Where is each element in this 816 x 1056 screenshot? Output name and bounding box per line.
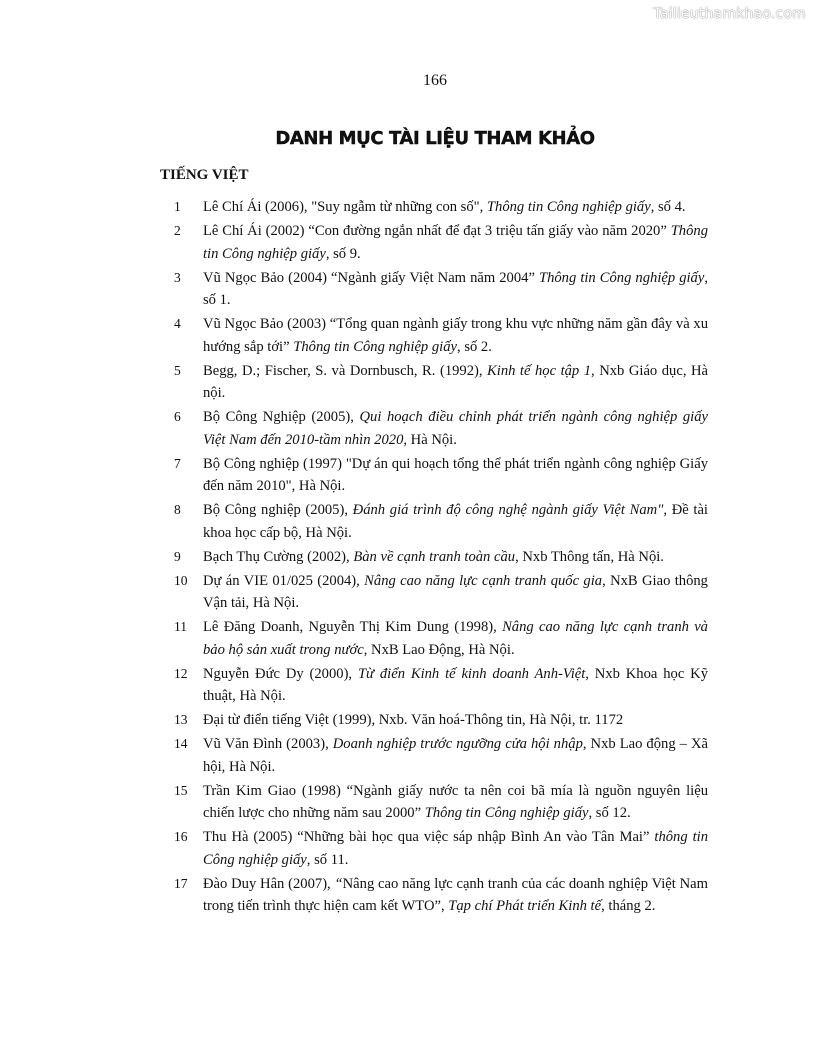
- reference-number: 13: [174, 712, 188, 727]
- reference-item: [160, 663, 708, 708]
- reference-italic-part: Tạp chí Phát triển Kinh tế: [448, 898, 602, 914]
- reference-item: [160, 406, 708, 451]
- reference-item: [160, 733, 708, 778]
- reference-part: , tháng 2.: [601, 898, 656, 914]
- watermark: Tailieuthamkhao.com: [653, 6, 806, 22]
- reference-part: , số 1.: [203, 269, 708, 308]
- reference-item: [160, 826, 708, 871]
- reference-italic-part: Bàn về cạnh tranh toàn cầu: [353, 548, 516, 565]
- reference-italic-part: Nâng cao năng lực cạnh tranh và bảo hộ sản xuất trong nước: [203, 619, 708, 658]
- reference-italic-part: Đánh giá trình độ công nghệ ngành giấy Việt Nam": [352, 502, 664, 518]
- reference-number: 10: [174, 572, 188, 588]
- reference-part: Nxb Khoa học Kỹ thuật, Hà Nội.: [203, 665, 708, 704]
- reference-part: Trần Kim Giao (1998) “Ngành giấy nước ta nên coi bã mía là nguồn nguyên liệu chiến lược cho những năm sau 2000”: [203, 782, 708, 821]
- reference-text: [203, 499, 708, 544]
- reference-italic-part: Kinh tế học tập 1: [487, 362, 592, 379]
- reference-italic-part: Thông tin Công nghiệp giấy: [424, 805, 589, 821]
- reference-item: [160, 570, 708, 615]
- reference-item: [160, 873, 708, 918]
- reference-item: [160, 709, 708, 732]
- reference-number: 16: [174, 829, 188, 844]
- reference-part: Lê Chí Ái (2002) “Con đường ngắn nhất để đạt 3 triệu tấn giấy vào năm 2020”: [203, 223, 671, 239]
- section-heading: TIẾNG VIỆT: [160, 167, 249, 183]
- reference-number: 8: [174, 502, 181, 517]
- reference-number: 14: [174, 736, 188, 751]
- reference-text: [203, 709, 708, 732]
- reference-number: 12: [174, 665, 188, 681]
- reference-italic-part: Thông tin Công nghiệp giấy: [203, 223, 708, 262]
- reference-part: , NxB Giao thông Vận tải, Hà Nội.: [203, 572, 708, 611]
- reference-text: [203, 267, 708, 312]
- reference-part: Vũ Văn Đình (2003),: [203, 736, 333, 752]
- reference-item: [160, 546, 708, 569]
- reference-item: [160, 196, 708, 219]
- reference-part: Bộ Công Nghiệp (2005),: [203, 409, 360, 425]
- reference-part: , NxB Lao Động, Hà Nội.: [363, 641, 515, 658]
- reference-part: Bạch Thụ Cường (2002),: [203, 548, 354, 565]
- reference-italic-part: Nâng cao năng lực cạnh tranh quốc gia: [364, 572, 603, 589]
- reference-part: , Nxb Lao động – Xã hội, Hà Nội.: [203, 736, 708, 775]
- reference-number: 2: [174, 223, 181, 238]
- reference-text: [203, 196, 708, 219]
- reference-text: [203, 733, 708, 778]
- reference-text: [203, 570, 708, 615]
- reference-italic-part: thông tin Công nghiệp giấy: [203, 829, 708, 868]
- reference-text: [203, 826, 708, 871]
- reference-number: 5: [174, 362, 181, 378]
- reference-part: Vũ Ngọc Bảo (2003) “Tổng quan ngành giấy trong khu vực những năm gần đây và xu hướng sắp tới”: [203, 316, 708, 355]
- reference-part: Nâng cao năng lực cạnh tranh của các doanh nghiệp Việt Nam trong tiến trình thực hiện cam kết WTO”,: [203, 875, 708, 914]
- reference-text: [203, 220, 708, 265]
- reference-part: Begg, D.; Fischer, S. và Dornbusch, R. (1992),: [203, 362, 488, 379]
- reference-text: [203, 873, 708, 918]
- reference-number: 6: [174, 409, 181, 424]
- reference-part: Dự án VIE 01/025 (2004),: [203, 572, 365, 589]
- reference-number: 3: [174, 269, 181, 285]
- reference-part: Lê Đăng Doanh, Nguyễn Thị Kim Dung (1998),: [203, 619, 503, 635]
- reference-part: Thu Hà (2005) “Những bài học qua việc sáp nhập Bình An vào Tân Mai”: [203, 829, 655, 845]
- reference-italic-part: “: [334, 875, 343, 892]
- reference-italic-part: Qui hoạch điều chỉnh phát triển ngành công nghiệp giấy Việt Nam đến 2010-tầm nhìn 2020: [203, 409, 708, 448]
- reference-text: [203, 616, 708, 661]
- reference-number: 9: [174, 548, 181, 564]
- reference-part: , Nxb Giáo dục, Hà nội.: [203, 362, 709, 401]
- reference-part: Bộ Công nghiệp (2005),: [203, 502, 353, 518]
- reference-item: [160, 453, 708, 498]
- reference-part: , số 12.: [588, 805, 631, 821]
- reference-number: 15: [174, 782, 188, 798]
- reference-part: Bộ Công nghiệp (1997) "Dự án qui hoạch tổng thể phát triển ngành công nghiệp Giấy đến năm 2010", Hà Nội.: [203, 455, 708, 494]
- reference-number: 1: [174, 199, 181, 214]
- reference-list: [160, 196, 708, 919]
- reference-part: , Đề tài khoa học cấp bộ, Hà Nội.: [203, 502, 708, 541]
- reference-italic-part: Từ điển Kinh tế kinh doanh Anh-Việt,: [357, 665, 589, 682]
- reference-text: [203, 313, 708, 358]
- reference-part: , số 11.: [306, 851, 349, 868]
- reference-italic-part: Thông tin Công nghiệp giấy: [538, 269, 705, 286]
- reference-part: , số 9.: [325, 245, 361, 262]
- reference-text: [203, 406, 708, 451]
- reference-part: Đào Duy Hân (2007),: [203, 875, 335, 892]
- reference-number: 11: [174, 619, 187, 634]
- reference-item: [160, 220, 708, 265]
- reference-item: [160, 780, 708, 825]
- reference-text: [203, 780, 708, 825]
- reference-item: [160, 360, 708, 405]
- reference-text: [203, 663, 708, 708]
- reference-italic-part: Doanh nghiệp trước ngưỡng cửa hội nhập: [332, 736, 583, 752]
- reference-number: 4: [174, 316, 181, 331]
- reference-part: , số 2.: [457, 338, 492, 355]
- reference-part: , Hà Nội.: [403, 431, 457, 448]
- reference-item: [160, 313, 708, 358]
- reference-item: [160, 267, 708, 312]
- document-title: DANH MỤC TÀI LIỆU THAM KHẢO: [275, 128, 595, 149]
- reference-item: [160, 499, 708, 544]
- reference-part: Nguyễn Đức Dy (2000),: [203, 665, 358, 682]
- reference-text: [203, 453, 708, 498]
- reference-text: [203, 546, 708, 569]
- reference-number: 7: [174, 455, 181, 471]
- reference-part: Lê Chí Ái (2006), "Suy ngẫm từ những con số",: [203, 199, 487, 215]
- reference-italic-part: Thông tin Công nghiệp giấy: [293, 338, 458, 355]
- reference-part: , Nxb Thông tấn, Hà Nội.: [515, 548, 664, 565]
- reference-text: [203, 360, 708, 405]
- reference-number: 17: [174, 875, 188, 891]
- reference-part: Đại từ điển tiếng Việt (1999), Nxb. Văn hoá-Thông tin, Hà Nội, tr. 1172: [203, 712, 624, 728]
- reference-part: , số 4.: [650, 199, 686, 215]
- page-number: 166: [423, 72, 447, 89]
- reference-italic-part: Thông tin Công nghiệp giấy: [486, 199, 651, 215]
- reference-item: [160, 616, 708, 661]
- reference-part: Vũ Ngọc Bảo (2004) “Ngành giấy Việt Nam năm 2004”: [203, 269, 539, 286]
